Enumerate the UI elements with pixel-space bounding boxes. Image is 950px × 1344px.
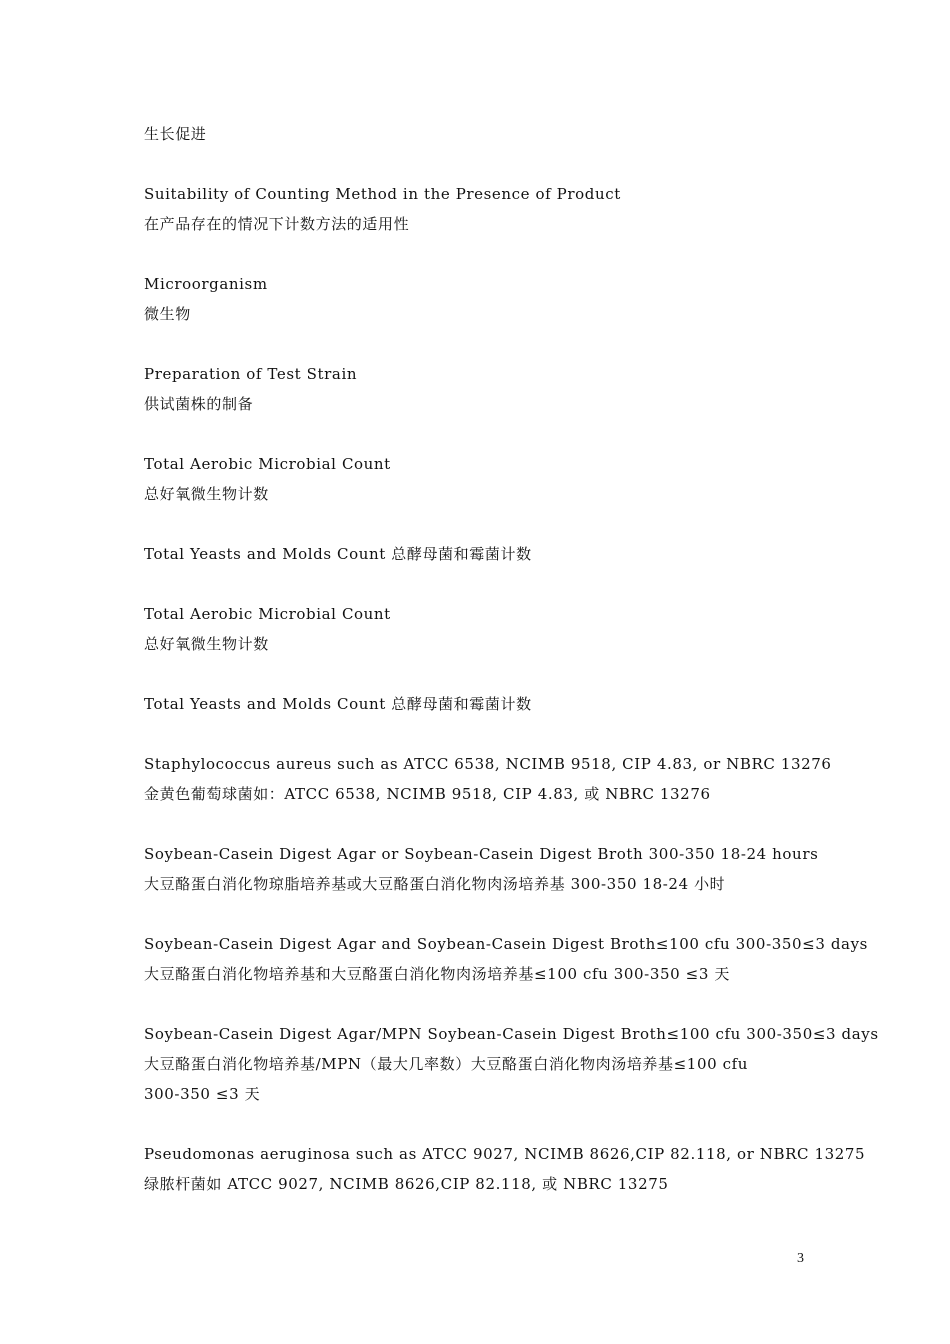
text-line: Preparation of Test Strain: [144, 365, 358, 383]
heading-growth-promotion: 生长促进: [144, 125, 207, 143]
text-line: Soybean-Casein Digest Agar and Soybean-Casein Digest Broth≤100 cfu 300-350≤3 days: [144, 935, 868, 953]
text-line: 大豆酪蛋白消化物培养基/MPN（最大几率数）大豆酪蛋白消化物肉汤培养基≤100 cfu: [144, 1055, 749, 1073]
text-line: 总好氧微生物计数: [144, 635, 269, 653]
text-line: Microorganism: [144, 275, 268, 293]
text-line: 300-350 ≤3 天: [144, 1085, 261, 1103]
text-line: Suitability of Counting Method in the Presence of Product: [144, 185, 621, 203]
page-number: 3: [797, 1251, 804, 1266]
text-line: Soybean-Casein Digest Agar/MPN Soybean-Casein Digest Broth≤100 cfu 300-350≤3 days: [144, 1025, 879, 1043]
text-line: Total Aerobic Microbial Count: [144, 455, 391, 473]
text-line: Total Yeasts and Molds Count 总酵母菌和霉菌计数: [144, 545, 532, 563]
text-line: 微生物: [144, 305, 191, 323]
text-line: Total Yeasts and Molds Count 总酵母菌和霉菌计数: [144, 695, 532, 713]
text-line: 金黄色葡萄球菌如：ATCC 6538, NCIMB 9518, CIP 4.83, 或 NBRC 13276: [144, 785, 711, 803]
text-line: Staphylococcus aureus such as ATCC 6538, NCIMB 9518, CIP 4.83, or NBRC 13276: [144, 755, 832, 773]
text-line: Soybean-Casein Digest Agar or Soybean-Casein Digest Broth 300-350 18-24 hours: [144, 845, 819, 863]
text-line: 总好氧微生物计数: [144, 485, 269, 503]
text-line: 绿脓杆菌如 ATCC 9027, NCIMB 8626,CIP 82.118, 或 NBRC 13275: [144, 1175, 669, 1193]
text-line: Pseudomonas aeruginosa such as ATCC 9027, NCIMB 8626,CIP 82.118, or NBRC 13275: [144, 1145, 866, 1163]
text-line: 大豆酪蛋白消化物琼脂培养基或大豆酪蛋白消化物肉汤培养基 300-350 18-24 小时: [144, 875, 726, 893]
text-line: Total Aerobic Microbial Count: [144, 605, 391, 623]
text-line: 供试菌株的制备: [144, 395, 254, 413]
text-line: 大豆酪蛋白消化物培养基和大豆酪蛋白消化物肉汤培养基≤100 cfu 300-350 ≤3 天: [144, 965, 730, 983]
text-line: 在产品存在的情况下计数方法的适用性: [144, 215, 410, 233]
